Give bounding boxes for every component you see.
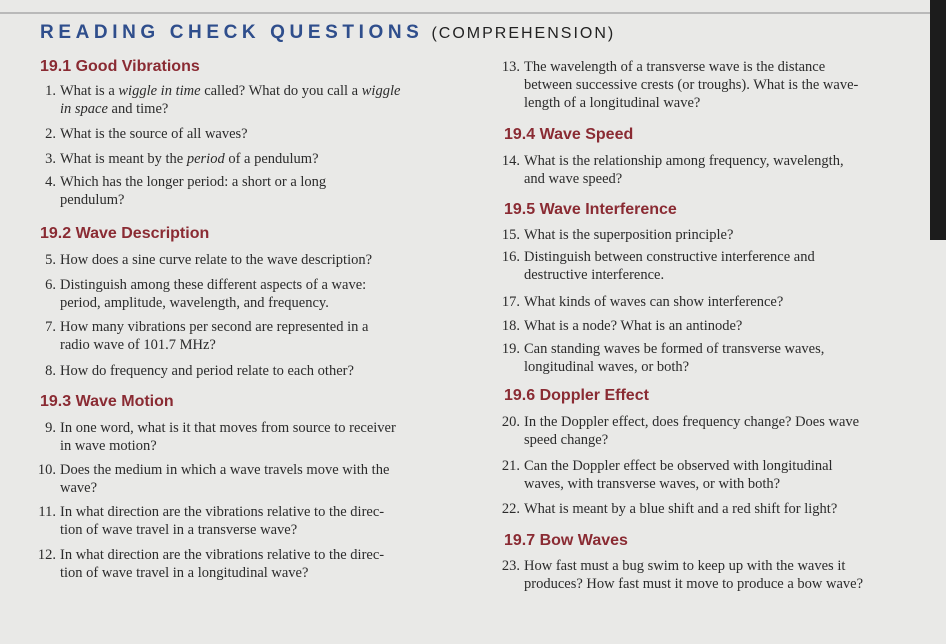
question-line: radio wave of 101.7 MHz? <box>60 337 216 353</box>
question-line: In what direction are the vibrations relative to the direc- <box>60 547 385 563</box>
heading-main: READING CHECK QUESTIONS <box>40 22 424 43</box>
question-item <box>494 557 946 593</box>
question-text <box>524 340 824 376</box>
question-line: and wave speed? <box>524 171 623 187</box>
question-text <box>60 503 384 539</box>
question-text <box>524 248 815 284</box>
page-edge-shadow <box>930 0 946 240</box>
question-item <box>494 293 946 311</box>
question-line: Distinguish between constructive interference and <box>524 249 815 265</box>
question-line: Distinguish among these different aspects of a wave: <box>60 277 367 293</box>
question-text <box>524 226 733 244</box>
question-text <box>60 362 354 380</box>
question-text <box>60 251 372 269</box>
question-line: destructive interference. <box>524 267 665 283</box>
question-line: How many vibrations per second are represented in a <box>60 319 369 335</box>
question-line: period, amplitude, wavelength, and frequency. <box>60 295 329 311</box>
question-number: 22. <box>501 501 520 517</box>
question-text <box>524 457 833 493</box>
question-text <box>60 150 319 168</box>
question-text <box>524 58 858 112</box>
question-item <box>494 457 946 493</box>
section-title: 19.6 Doppler Effect <box>504 387 649 404</box>
question-number: 16. <box>501 249 520 265</box>
question-line: in space and time? <box>60 101 169 117</box>
question-line: waves, with transverse waves, or with both? <box>524 476 781 492</box>
question-item <box>494 500 946 518</box>
question-line: The wavelength of a transverse wave is the distance <box>524 59 826 75</box>
question-line: Can the Doppler effect be observed with longitudinal <box>524 458 833 474</box>
question-line: What is meant by a blue shift and a red shift for light? <box>524 501 838 517</box>
heading-sub: (COMPREHENSION) <box>431 25 616 42</box>
question-item <box>30 276 500 312</box>
question-line: wave? <box>60 480 98 496</box>
question-item <box>494 413 946 449</box>
question-number: 15. <box>501 227 520 243</box>
question-line: What is a node? What is an antinode? <box>524 318 743 334</box>
question-number: 5. <box>45 252 56 268</box>
question-item <box>30 546 500 582</box>
question-item <box>30 125 500 143</box>
question-number: 17. <box>501 294 520 310</box>
question-text <box>60 419 396 455</box>
question-item <box>30 150 500 168</box>
question-item <box>30 82 500 118</box>
question-item <box>494 226 946 244</box>
question-number: 21. <box>501 458 520 474</box>
question-item <box>30 362 500 380</box>
question-line: In the Doppler effect, does frequency change? Does wave <box>524 414 860 430</box>
question-line: tion of wave travel in a transverse wave? <box>60 522 298 538</box>
question-line: What is the relationship among frequency, wavelength, <box>524 153 844 169</box>
question-line: longitudinal waves, or both? <box>524 359 690 375</box>
question-line: What is the source of all waves? <box>60 126 248 142</box>
question-line: tion of wave travel in a longitudinal wave? <box>60 565 309 581</box>
question-number: 14. <box>501 153 520 169</box>
question-text <box>524 500 837 518</box>
question-text <box>524 413 859 449</box>
question-line: What is the superposition principle? <box>524 227 734 243</box>
question-line: What is a wiggle in time called? What do you call a wiggle <box>60 83 401 99</box>
question-number: 18. <box>501 318 520 334</box>
question-number: 10. <box>37 462 56 478</box>
question-item <box>30 318 500 354</box>
question-line: In what direction are the vibrations relative to the direc- <box>60 504 385 520</box>
question-line: in wave motion? <box>60 438 157 454</box>
question-number: 11. <box>38 504 56 520</box>
question-line: produces? How fast must it move to produce a bow wave? <box>524 576 864 592</box>
question-text <box>60 82 400 118</box>
question-item <box>494 58 946 112</box>
section-title: 19.2 Wave Description <box>40 225 210 242</box>
question-line: How do frequency and period relate to each other? <box>60 363 354 379</box>
question-line: between successive crests (or troughs). What is the wave- <box>524 77 859 93</box>
question-number: 4. <box>45 174 56 190</box>
question-number: 7. <box>45 319 56 335</box>
question-item <box>494 317 946 335</box>
question-text <box>524 152 844 188</box>
section-title: 19.5 Wave Interference <box>504 201 677 218</box>
question-text <box>60 318 368 354</box>
question-line: How does a sine curve relate to the wave description? <box>60 252 373 268</box>
section-title: 19.4 Wave Speed <box>504 126 634 143</box>
question-line: In one word, what is it that moves from source to receiver <box>60 420 396 436</box>
question-item <box>30 503 500 539</box>
question-number: 2. <box>45 126 56 142</box>
question-number: 3. <box>45 151 56 167</box>
question-number: 9. <box>45 420 56 436</box>
question-item <box>494 152 946 188</box>
question-text <box>524 293 783 311</box>
question-number: 12. <box>37 547 56 563</box>
section-title: 19.7 Bow Waves <box>504 532 628 549</box>
section-title: 19.3 Wave Motion <box>40 393 174 410</box>
question-text <box>60 546 384 582</box>
top-rule <box>0 12 946 14</box>
question-item <box>30 461 500 497</box>
question-line: What is meant by the period of a pendulum? <box>60 151 319 167</box>
question-line: Which has the longer period: a short or a long <box>60 174 327 190</box>
question-number: 13. <box>501 59 520 75</box>
question-line: What kinds of waves can show interference? <box>524 294 784 310</box>
question-text <box>524 317 742 335</box>
question-item <box>494 340 946 376</box>
question-line: pendulum? <box>60 192 125 208</box>
page-heading <box>40 22 615 44</box>
question-number: 1. <box>45 83 56 99</box>
question-item <box>30 419 500 455</box>
question-item <box>30 251 500 269</box>
question-item <box>494 248 946 284</box>
question-line: speed change? <box>524 432 609 448</box>
question-number: 6. <box>45 277 56 293</box>
question-number: 19. <box>501 341 520 357</box>
question-text <box>60 125 248 143</box>
question-text <box>524 557 863 593</box>
section-title: 19.1 Good Vibrations <box>40 58 200 75</box>
question-line: Can standing waves be formed of transverse waves, <box>524 341 825 357</box>
question-line: How fast must a bug swim to keep up with the waves it <box>524 558 846 574</box>
question-number: 8. <box>45 363 56 379</box>
question-text <box>60 461 389 497</box>
question-text <box>60 276 366 312</box>
question-number: 20. <box>501 414 520 430</box>
question-line: Does the medium in which a wave travels move with the <box>60 462 390 478</box>
question-item <box>30 173 500 209</box>
question-number: 23. <box>501 558 520 574</box>
question-line: length of a longitudinal wave? <box>524 95 701 111</box>
question-text <box>60 173 326 209</box>
